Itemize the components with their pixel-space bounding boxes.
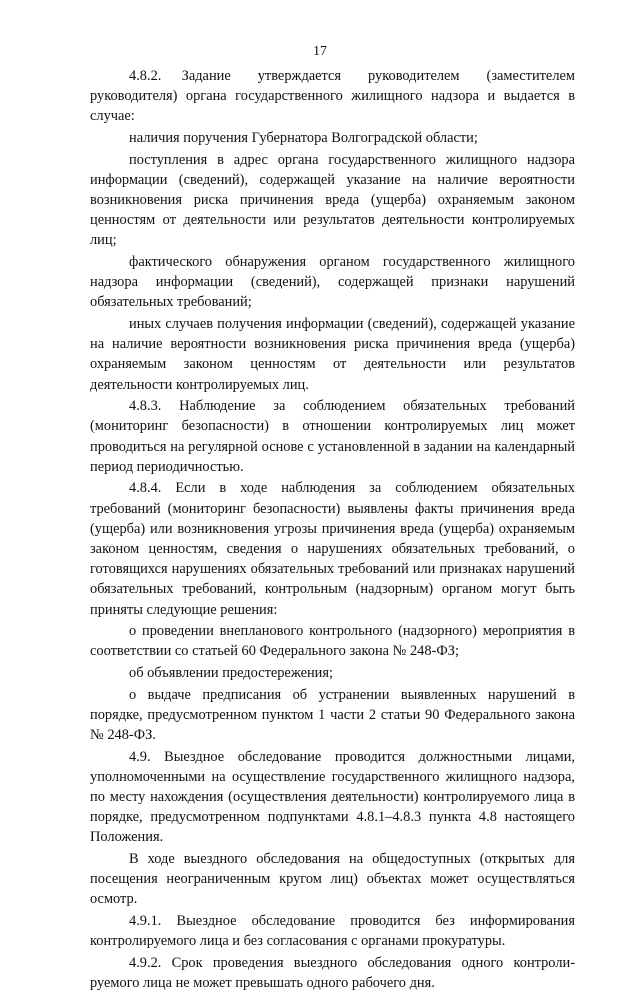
paragraph-unscheduled-event: о проведении внепланового контрольного (надзорного) мероприятия в соответствии со статьей 60 Федерального закона № 248-ФЗ; [90,623,575,660]
paragraph-other-cases: иных случаев получения информации (сведений), содержащей указание на наличие вероятности возникновения риска причинения вреда (ущерба) охраняемым законом ценностям от деятельности или результатов деятельности контролируемых лиц. [90,316,575,393]
paragraph-information-received: поступления в адрес органа государственного жилищного надзора информации (сведений), содержащей указание на наличие вероятности возникновения риска причинения вреда (ущерба) охраняемым законом ценностям от деятельности или результатов деятельности контролируемых лиц; [90,151,575,249]
paragraph-inspection-public-objects: В ходе выездного обследования на общедоступных (открытых для посещения неограниченным кругом лиц) объектах может осуществляться осмотр. [90,851,575,908]
paragraph-4-9: 4.9. Выездное обследование проводится должностными лицами, уполномоченными на осуществление государственного жилищного надзора, по месту нахождения (осуществления деятельности) контролируемого лица в порядке, предусмотренном подпунктами 4.8.1–4.8.3 пункта 4.8 настоящего Положения. [90,748,575,846]
page-number: 17 [313,44,327,59]
paragraph-4-8-4: 4.8.4. Если в ходе наблюдения за соблюдением обязательных требований (мониторинг безопасности) выявлены факты причинения вреда (ущерба) или возникновения угрозы причинения вреда (ущерба) охраняемым законом ценностям, сведения о нарушениях обязательных требований, о готовящихся нарушениях обязательных требований или признаках нарушений обязательных требований, контрольным (надзорным) органом могут быть приняты следующие решения: [90,480,575,618]
paragraph-4-9-1: 4.9.1. Выездное обследование проводится без информирования контролируемого лица и без согласования с органами прокуратуры. [90,913,575,950]
paragraph-prescription: о выдаче предписания об устранении выявленных нарушений в порядке, предусмотренном пунктом 1 части 2 статьи 90 Федерального закона № 248-ФЗ. [90,686,575,744]
document-body [90,66,575,995]
paragraph-4-8-3: 4.8.3. Наблюдение за соблюдением обязательных требований (мониторинг безопасности) в отношении контролируемых лиц может проводиться на регулярной основе с установленной в задании на календарный период периодичностью. [90,398,575,475]
paragraph-warning: об объявлении предостережения; [129,665,333,682]
paragraph-governor-order: наличия поручения Губернатора Волгоградской области; [129,130,478,146]
paragraph-4-9-2: 4.9.2. Срок проведения выездного обследования одного контролируемого лица не может превышать одного рабочего дня. [90,954,575,992]
paragraph-actual-detection: фактического обнаружения органом государственного жилищного надзора информации (сведений), содержащей признаки нарушений обязательных требований; [90,254,575,311]
paragraph-4-8-2: 4.8.2. Задание утверждается руководителем (заместителем руководителя) органа государственного жилищного надзора и выдается в случае: [90,68,575,125]
